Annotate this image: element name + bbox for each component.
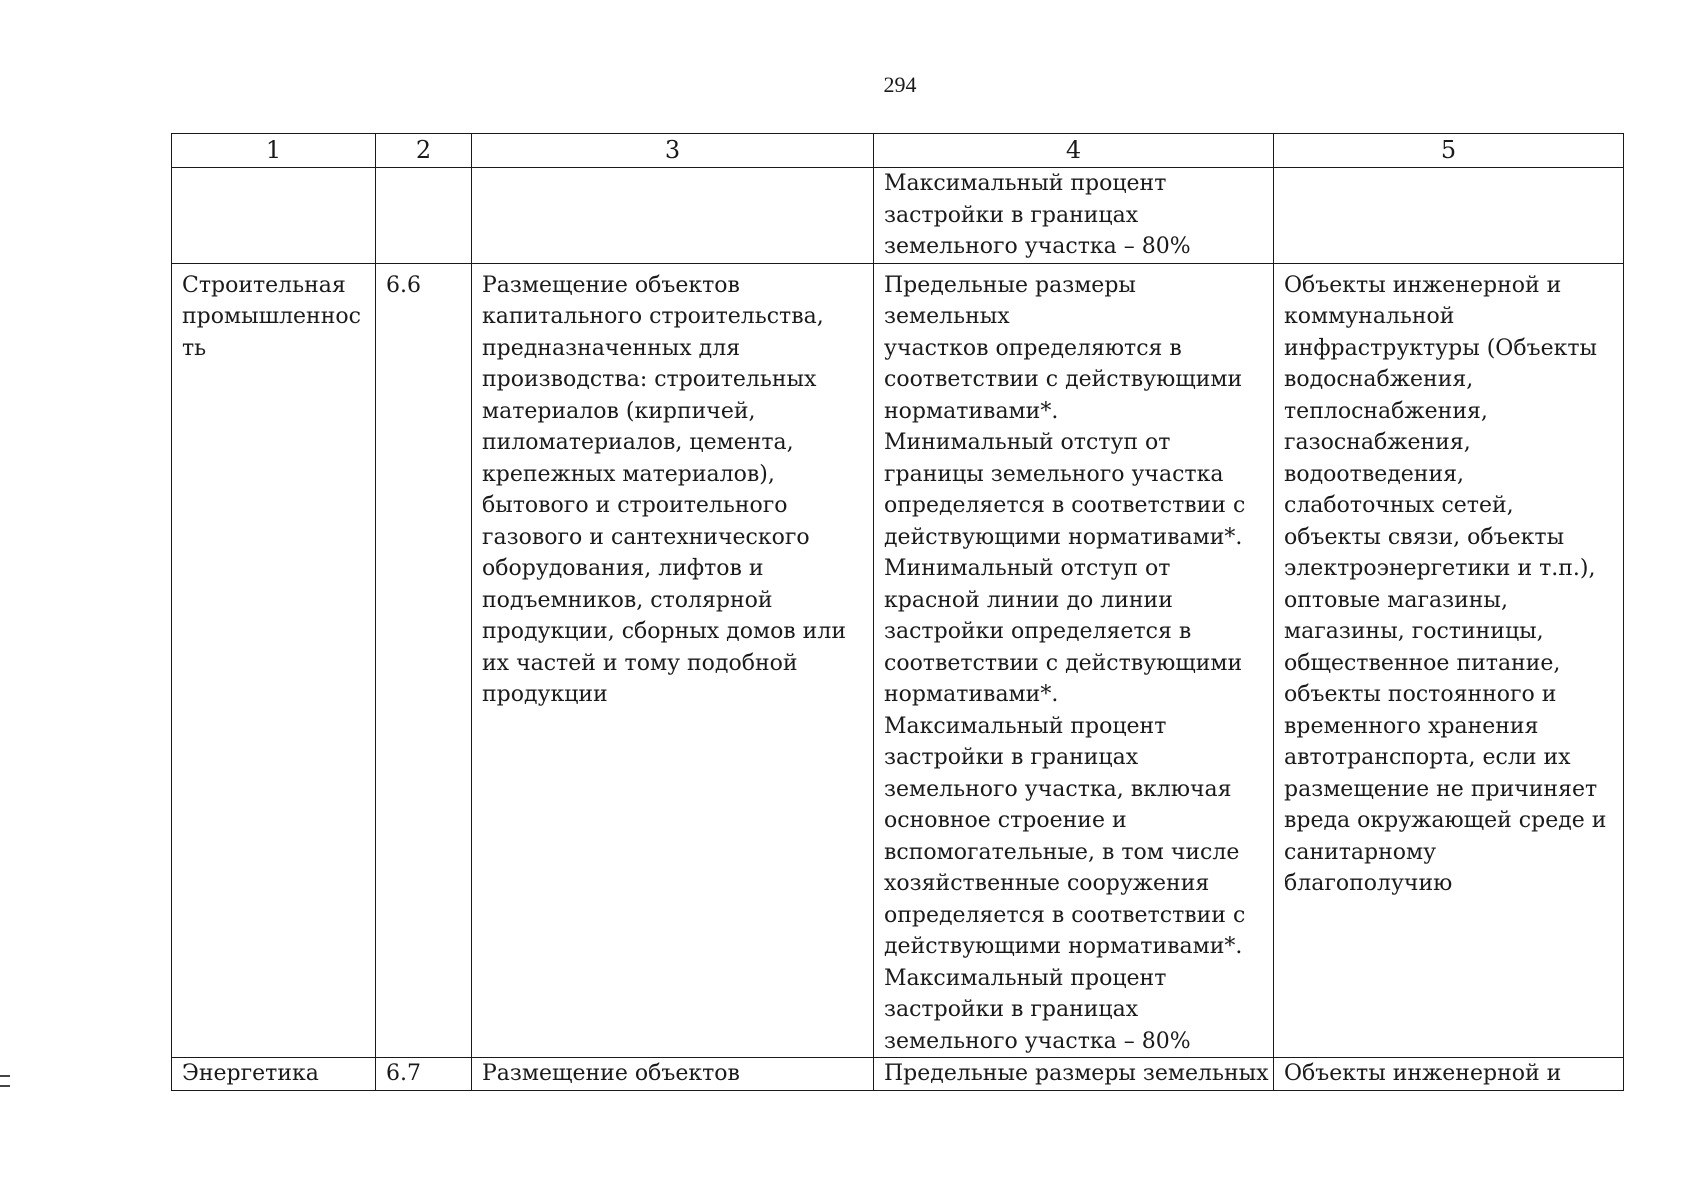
cell-use-type: [172, 263, 376, 1058]
text-line: коммунальной: [1284, 304, 1455, 329]
text-line: хозяйственные сооружения: [884, 871, 1210, 896]
text-line: Размещение объектов: [482, 272, 740, 298]
table-row-construction-industry: [172, 263, 1624, 1058]
header-col-3: 3: [472, 134, 874, 168]
text-line: Максимальный процент: [884, 713, 1167, 739]
text-line: соответствии с действующими: [884, 367, 1243, 392]
text-line: производства: строительных: [482, 367, 817, 392]
text-line: крепежных материалов),: [482, 461, 775, 487]
text-line: границы земельного участка: [884, 461, 1224, 487]
text-line: материалов (кирпичей,: [482, 398, 756, 424]
text-line: объекты связи, объекты: [1284, 524, 1565, 550]
text-line: размещение не причиняет: [1284, 776, 1598, 802]
header-col-1: 1: [172, 134, 376, 168]
text-line: действующими нормативами*.: [884, 524, 1243, 550]
text-line: газоснабжения,: [1284, 430, 1471, 455]
text-line: определяется в соответствии с: [884, 902, 1246, 928]
text-line: основное строение и: [884, 808, 1127, 833]
text-line: автотранспорта, если их: [1284, 745, 1571, 770]
text-line: земельного участка – 80%: [884, 1028, 1191, 1054]
table-row-continuation: [172, 168, 1624, 264]
text-line: санитарному: [1284, 839, 1437, 865]
header-col-2: 2: [376, 134, 472, 168]
text-line: слаботочных сетей,: [1284, 493, 1514, 518]
text-line: соответствии с действующими: [884, 650, 1243, 676]
text-line: объекты постоянного и: [1284, 682, 1557, 707]
table-row-energy: [172, 1058, 1624, 1091]
text-line: капитального строительства,: [482, 304, 824, 329]
text-line: красной линии до линии: [884, 587, 1173, 613]
page-number: 294: [883, 72, 917, 97]
text-line: магазины, гостиницы,: [1284, 619, 1544, 644]
cell-code: 6.7: [376, 1058, 472, 1091]
text-line: инфраструктуры (Объекты: [1284, 335, 1598, 361]
text-line: вреда окружающей среде и: [1284, 808, 1607, 833]
cell-empty: [376, 168, 472, 264]
header-col-4: 4: [874, 134, 1274, 168]
text-line: Минимальный отступ от: [884, 430, 1171, 455]
scan-artifact-mark: [0, 1075, 10, 1077]
text-line: электроэнергетики и т.п.),: [1284, 556, 1596, 581]
text-line: продукции: [482, 682, 608, 707]
cell-parameters: Предельные размеры земельных: [874, 1058, 1274, 1091]
text-line: водоснабжения,: [1284, 367, 1474, 392]
text-line: нормативами*.: [884, 398, 1059, 424]
text-line: Максимальный процент: [884, 171, 1167, 196]
cell-empty: [472, 168, 874, 264]
text-line: действующими нормативами*.: [884, 934, 1243, 959]
text-line: промышленнос: [182, 304, 361, 329]
text-line: ть: [182, 335, 207, 361]
text-line: оптовые магазины,: [1284, 587, 1508, 613]
text-line: их частей и тому подобной: [482, 650, 798, 676]
text-line: застройки в границах: [884, 997, 1139, 1022]
text-line: водоотведения,: [1284, 461, 1465, 487]
header-col-5: 5: [1274, 134, 1624, 168]
text-line: Минимальный отступ от: [884, 556, 1171, 581]
text-line: застройки в границах: [884, 745, 1139, 770]
text-line: газового и сантехнического: [482, 524, 810, 550]
text-line: вспомогательные, в том числе: [884, 839, 1240, 865]
text-line: благополучию: [1284, 871, 1453, 896]
text-line: Объекты инженерной и: [1284, 272, 1562, 298]
regulations-table: [171, 133, 1624, 1091]
cell-description: [472, 263, 874, 1058]
text-line: оборудования, лифтов и: [482, 556, 764, 581]
text-line: Строительная: [182, 272, 346, 298]
text-line: подъемников, столярной: [482, 587, 773, 613]
text-line: Максимальный процент: [884, 965, 1167, 991]
text-line: временного хранения: [1284, 713, 1539, 739]
cell-parameters: [874, 263, 1274, 1058]
text-line: продукции, сборных домов или: [482, 619, 846, 644]
text-line: пиломатериалов, цемента,: [482, 430, 794, 455]
text-line: земельного участка, включая: [884, 776, 1232, 802]
header-row: [172, 134, 1624, 168]
text-line: земельного участка – 80%: [884, 234, 1191, 259]
text-line: определяется в соответствии с: [884, 493, 1246, 518]
cell-empty: [172, 168, 376, 264]
cell-use-type: Энергетика: [172, 1058, 376, 1091]
cell-code: 6.6: [376, 263, 472, 1058]
text-line: нормативами*.: [884, 682, 1059, 707]
cell-empty: [1274, 168, 1624, 264]
text-line: участков определяются в: [884, 335, 1182, 361]
scan-artifact-mark: [0, 1085, 10, 1087]
text-line: Предельные размеры земельных: [884, 272, 1136, 329]
text-line: общественное питание,: [1284, 650, 1561, 676]
cell-auxiliary-uses: [1274, 263, 1624, 1058]
text-line: предназначенных для: [482, 335, 741, 361]
text-line: теплоснабжения,: [1284, 398, 1488, 424]
text-line: застройки определяется в: [884, 619, 1192, 644]
text-line: бытового и строительного: [482, 493, 788, 518]
cell-description: Размещение объектов: [472, 1058, 874, 1091]
text-line: застройки в границах: [884, 202, 1139, 228]
cell-building-percentage: [874, 168, 1274, 264]
cell-auxiliary-uses: Объекты инженерной и: [1274, 1058, 1624, 1091]
